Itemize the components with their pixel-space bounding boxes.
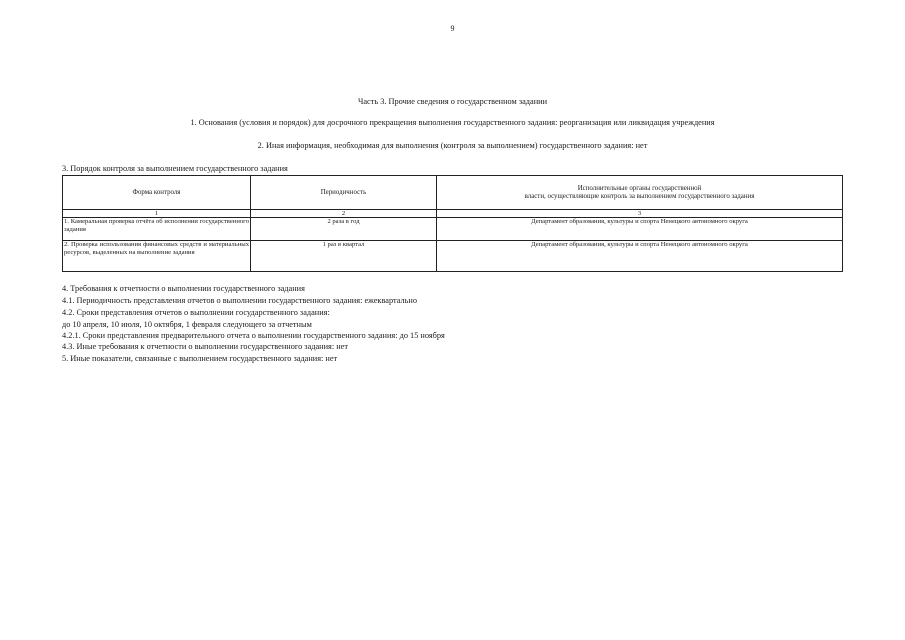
section-3-title: 3. Порядок контроля за выполнением государственного задания — [62, 164, 288, 173]
row-period-cell: 2 раза в год — [251, 218, 437, 241]
column-number: 3 — [437, 210, 843, 218]
requirement-line: 4.2.1. Сроки представления предварительного отчета о выполнении государственного задания: до 15 ноября — [62, 331, 445, 340]
other-indicators-line: 5. Иные показатели, связанные с выполнением государственного задания: нет — [62, 354, 338, 363]
table-header-row — [63, 176, 843, 210]
table-row — [63, 241, 843, 272]
header-authority-line-2: власти, осуществляющие контроль за выполнением государственного задания — [524, 192, 755, 200]
requirement-line: 4.1. Периодичность представления отчетов о выполнении государственного задания: ежеквартально — [62, 296, 417, 305]
row-authority-cell: Департамент образования, культуры и спорта Ненецкого автономного округа — [437, 218, 843, 241]
header-authority-line-1: Исполнительные органы государственной — [577, 184, 702, 192]
column-number: 1 — [63, 210, 251, 218]
requirement-line: 4.2. Сроки представления отчетов о выполнении государственного задания: — [62, 308, 330, 317]
row-form-cell: 2. Проверка использования финансовых средств и материальных ресурсов, выделенных на выполнение задания — [63, 241, 251, 272]
page-number: 9 — [450, 24, 455, 33]
column-number-row — [63, 210, 843, 218]
requirement-line: до 10 апреля, 10 июля, 10 октября, 1 февраля следующего за отчетным — [62, 320, 312, 329]
row-authority-cell: Департамент образования, культуры и спорта Ненецкого автономного округа — [437, 241, 843, 272]
requirement-line: 4.3. Иные требования к отчетности о выполнении государственного задания: нет — [62, 342, 348, 351]
header-periodicity: Периодичность — [251, 176, 437, 210]
requirements-heading: 4. Требования к отчетности о выполнении государственного задания — [62, 284, 305, 293]
section-2-other-information: 2. Иная информация, необходимая для выполнения (контроля за выполнением) государственного задания: нет — [257, 141, 648, 150]
header-authority — [437, 176, 843, 210]
row-form-cell: 1. Камеральная проверка отчёта об исполнении государственного задания — [63, 218, 251, 241]
control-procedure-table — [62, 175, 843, 272]
part-title: Часть 3. Прочие сведения о государственном задании — [357, 97, 548, 106]
header-form: Форма контроля — [63, 176, 251, 210]
column-number: 2 — [251, 210, 437, 218]
row-period-cell: 1 раз в квартал — [251, 241, 437, 272]
table-row — [63, 218, 843, 241]
section-1-termination-grounds: 1. Основания (условия и порядок) для досрочного прекращения выполнения государственного задания: реорганизация или ликвидация учреждения — [190, 118, 715, 127]
